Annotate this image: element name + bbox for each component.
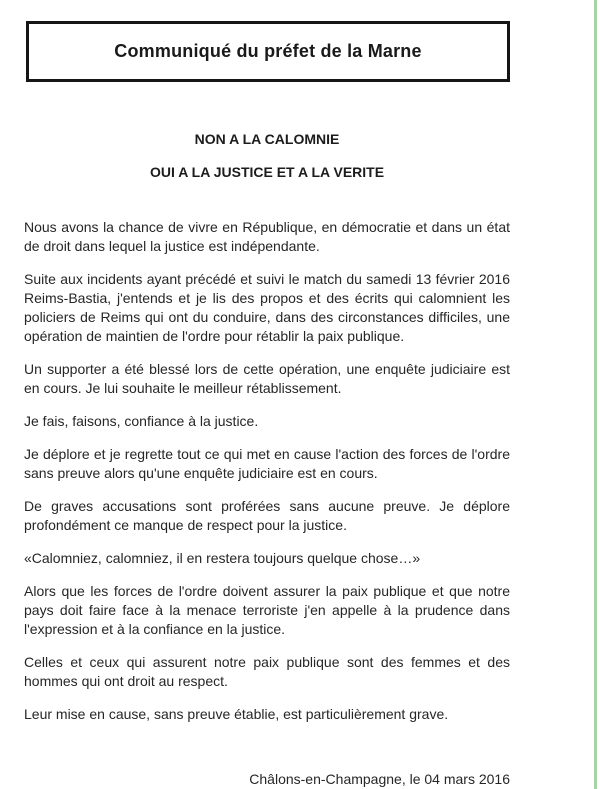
paragraph-5: Je déplore et je regrette tout ce qui met en cause l'action des forces de l'ordre sans preuve alors qu'une enquête judiciaire est en cours. xyxy=(24,446,510,481)
paragraph-3: Un supporter a été blessé lors de cette opération, une enquête judiciaire est en cours. Je lui souhaite le meilleur rétablissement. xyxy=(24,361,510,396)
paragraph-8: Alors que les forces de l'ordre doivent assurer la paix publique et que notre pays doit faire face à la menace terroriste j'en appelle à la prudence dans l'expression et à la confiance en la justice. xyxy=(24,583,510,637)
paragraph-2: Suite aux incidents ayant précédé et suivi le match du samedi 13 février 2016 Reims-Bastia, j'entends et je lis des propos et des écrits qui calomnient les policiers de Reims qui ont du conduire, dans des circonstances difficiles, une opération de maintien de l'ordre pour rétablir la paix publique. xyxy=(24,271,510,344)
paragraph-10: Leur mise en cause, sans preuve établie, est particulièrement grave. xyxy=(24,706,449,722)
page-title: Communiqué du préfet de la Marne xyxy=(114,41,422,61)
document-body xyxy=(24,130,510,789)
headline-non-a-la-calomnie: NON A LA CALOMNIE xyxy=(194,131,340,147)
paragraph-1: Nous avons la chance de vivre en République, en démocratie et dans un état de droit dans lequel la justice est indépendante. xyxy=(24,219,510,254)
paragraph-6: De graves accusations sont proférées sans aucune preuve. Je déplore profondément ce manque de respect pour la justice. xyxy=(24,498,510,533)
paragraph-7: «Calomniez, calomniez, il en restera toujours quelque chose…» xyxy=(24,550,421,566)
paragraph-9: Celles et ceux qui assurent notre paix publique sont des femmes et des hommes qui ont droit au respect. xyxy=(24,654,510,689)
page-edge-stripe xyxy=(594,0,597,789)
paragraph-4: Je fais, faisons, confiance à la justice. xyxy=(24,413,259,429)
title-box xyxy=(26,21,510,82)
dateline: Châlons-en-Champagne, le 04 mars 2016 xyxy=(249,771,510,787)
headline-oui-a-la-justice: OUI A LA JUSTICE ET A LA VERITE xyxy=(149,164,385,180)
